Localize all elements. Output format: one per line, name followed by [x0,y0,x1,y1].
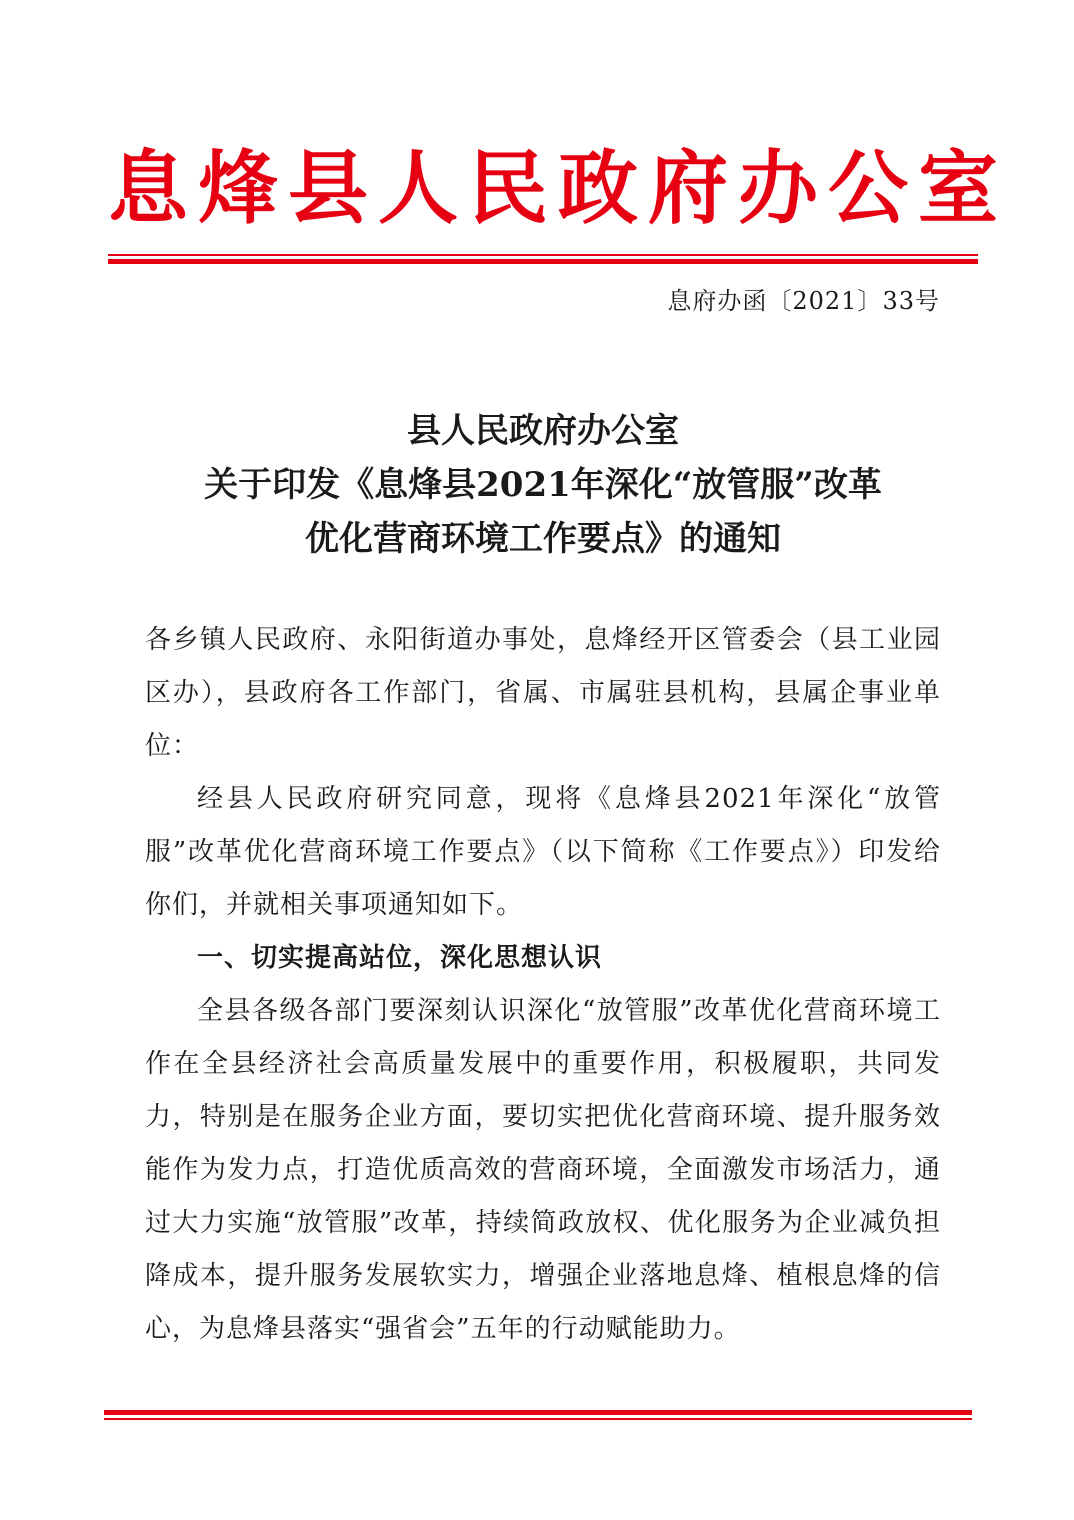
footer-rule-thin [104,1418,972,1420]
section-1-paragraph: 全县各级各部门要深刻认识深化“放管服”改革优化营商环境工作在全县经济社会高质量发展中的重要作用，积极履职，共同发力，特别是在服务企业方面，要切实把优化营商环境、提升服务效能作为发力点，打造优质高效的营商环境，全面激发市场活力，通过大力实施“放管服”改革，持续简政放权、优化服务为企业减负担降成本，提升服务发展软实力，增强企业落地息烽、植根息烽的信心，为息烽县落实“强省会”五年的行动赋能助力。 [145,996,941,1344]
letterhead-title: 息烽县人民政府办公室 [108,141,1008,235]
document-number: 息府办函〔2021〕33号 [667,287,940,315]
letterhead-rule-thin [108,254,978,256]
document-title [108,404,978,566]
section-1-heading: 一、切实提高站位，深化思想认识 [197,943,603,973]
letterhead-rule-thick [108,259,978,264]
recipients-paragraph: 各乡镇人民政府、永阳街道办事处，息烽经开区管委会（县工业园区办），县政府各工作部门，省属、市属驻县机构，县属企事业单位： [145,625,941,761]
footer-rule-thick [104,1410,972,1415]
title-line-2: 关于印发《息烽县2021年深化“放管服”改革 [204,465,882,505]
document-body [145,614,941,1356]
title-line-3: 优化营商环境工作要点》的通知 [305,519,781,559]
title-line-1: 县人民政府办公室 [407,411,679,451]
intro-paragraph: 经县人民政府研究同意，现将《息烽县2021年深化“放管服”改革优化营商环境工作要点》（以下简称《工作要点》）印发给你们，并就相关事项通知如下。 [145,784,941,920]
